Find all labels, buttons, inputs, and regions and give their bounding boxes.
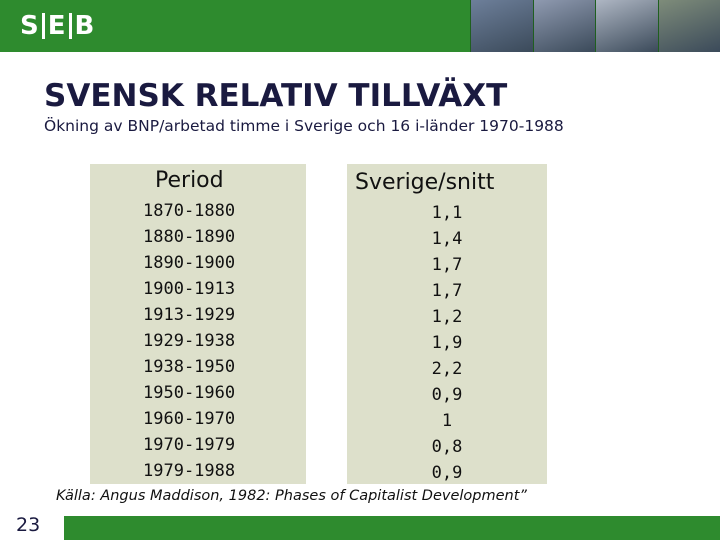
value-cell: 2,2 [431,359,463,379]
footer-bar [0,516,720,540]
page-number: 23 [16,514,41,536]
period-column [143,198,235,484]
source-note: Källa: Angus Maddison, 1982: Phases of Capitalist Development” [56,488,527,504]
header-photo [533,0,596,52]
value-cell: 0,9 [431,463,463,483]
period-cell: 1870-1880 [143,201,236,221]
header-photo [595,0,658,52]
period-cell: 1938-1950 [143,357,236,377]
logo-letter-b: B [74,11,95,41]
value-header: Sverige/snitt [355,170,495,195]
period-cell: 1890-1900 [143,253,236,273]
period-cell: 1913-1929 [143,305,236,325]
logo-separator [42,13,45,39]
period-cell: 1929-1938 [143,331,236,351]
logo-letter-e: E [47,11,66,41]
header-photo [658,0,720,52]
value-cell: 1,1 [431,203,463,223]
slide-title: SVENSK RELATIV TILLVÄXT [44,78,508,114]
value-cell: 1,7 [431,255,463,275]
value-cell: 1,9 [431,333,463,353]
logo-separator [69,13,72,39]
logo-letter-s: S [20,11,39,41]
value-cell: 0,8 [431,437,463,457]
header-photo [470,0,533,52]
value-cell: 1,2 [431,307,463,327]
period-cell: 1880-1890 [143,227,236,247]
seb-logo [20,11,94,41]
value-cell: 1 [441,411,453,431]
period-cell: 1970-1979 [143,435,236,455]
period-cell: 1950-1960 [143,383,236,403]
value-cell: 1,4 [431,229,463,249]
slide-subtitle: Ökning av BNP/arbetad timme i Sverige och 16 i-länder 1970-1988 [44,117,564,135]
period-cell: 1960-1970 [143,409,236,429]
value-cell: 1,7 [431,281,463,301]
value-column [420,200,474,486]
header-photo-strip [470,0,720,52]
period-cell: 1979-1988 [143,461,236,481]
period-header: Period [155,168,224,193]
value-cell: 0,9 [431,385,463,405]
period-cell: 1900-1913 [143,279,236,299]
